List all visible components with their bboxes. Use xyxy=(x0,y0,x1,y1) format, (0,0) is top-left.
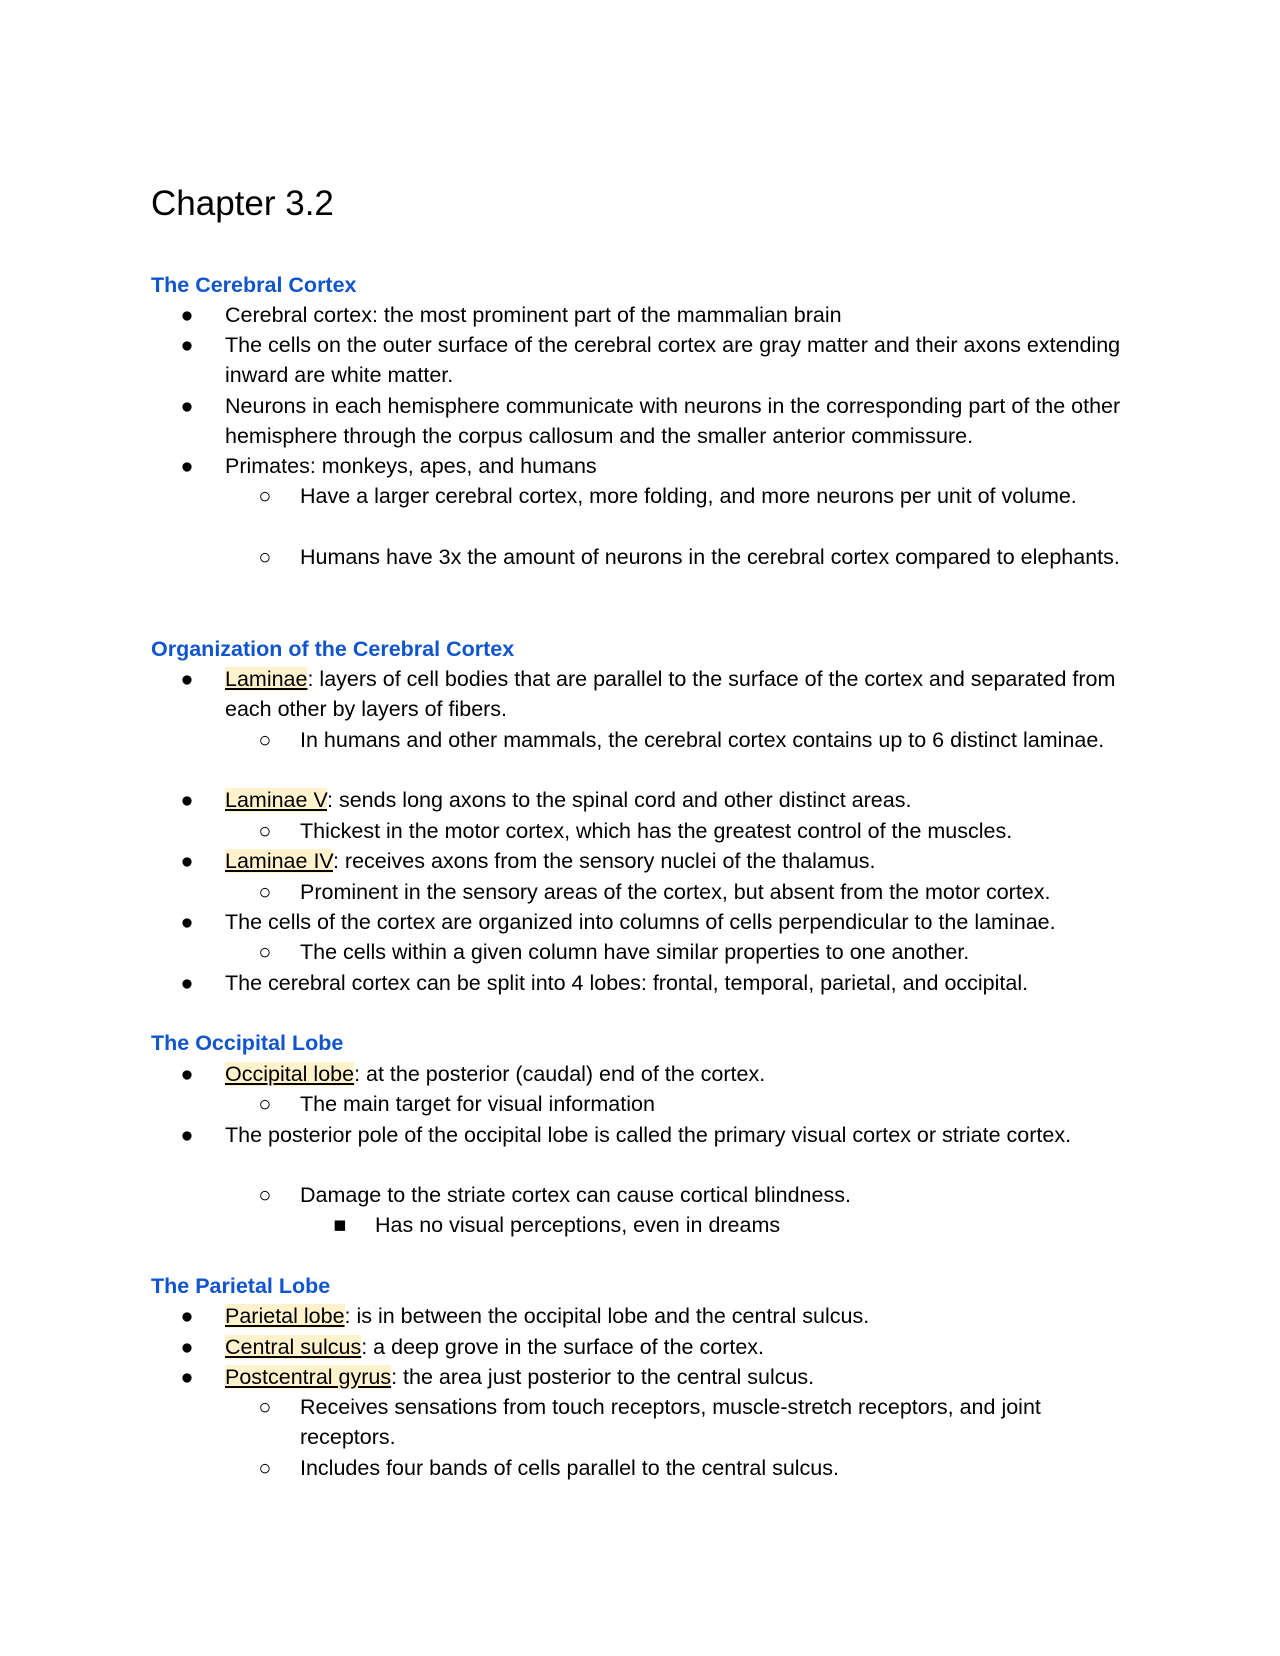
section-heading-parietal-lobe: The Parietal Lobe xyxy=(151,1274,331,1298)
section-heading-occipital-lobe: The Occipital Lobe xyxy=(151,1031,344,1055)
highlighted-term: Parietal lobe xyxy=(225,1304,345,1328)
bullet-marker: ● xyxy=(180,971,194,995)
sub-list-item: ○ Thickest in the motor cortex, which has the greatest control of the muscles. xyxy=(300,816,1125,846)
list-item: ● The cells on the outer surface of the cerebral cortex are gray matter and their axons extending inward are white matter. xyxy=(225,330,1125,391)
sub-list-item: ○ Receives sensations from touch receptors, muscle-stretch receptors, and joint receptors. xyxy=(300,1392,1125,1453)
list-item: ● Laminae IV: receives axons from the sensory nuclei of the thalamus. xyxy=(225,846,1125,876)
list-item: ● Postcentral gyrus: the area just posterior to the central sulcus. xyxy=(225,1362,1125,1392)
list-item: ● Occipital lobe: at the posterior (caudal) end of the cortex. xyxy=(225,1059,1125,1089)
list-item: ● The cells of the cortex are organized into columns of cells perpendicular to the laminae. xyxy=(225,907,1125,937)
section-heading-cerebral-cortex: The Cerebral Cortex xyxy=(151,273,357,297)
bullet-marker: ● xyxy=(180,667,194,691)
list-item: ● The posterior pole of the occipital lobe is called the primary visual cortex or striate cortex. xyxy=(225,1120,1125,1150)
circle-marker: ○ xyxy=(258,880,272,904)
bullet-marker: ● xyxy=(180,788,194,812)
page-title: Chapter 3.2 xyxy=(151,184,334,223)
list-item: ● Laminae V: sends long axons to the spinal cord and other distinct areas. xyxy=(225,785,1125,815)
sub-list-item: ○ The cells within a given column have similar properties to one another. xyxy=(300,937,1125,967)
square-marker: ■ xyxy=(333,1213,347,1237)
sub-list-item: ○ Prominent in the sensory areas of the cortex, but absent from the motor cortex. xyxy=(300,877,1125,907)
list-item: ● Neurons in each hemisphere communicate with neurons in the corresponding part of the other hemisphere through the corpus callosum and the smaller anterior commissure. xyxy=(225,391,1125,452)
bullet-marker: ● xyxy=(180,1335,194,1359)
highlighted-term: Laminae xyxy=(225,667,308,691)
bullet-marker: ● xyxy=(180,1304,194,1328)
bullet-marker: ● xyxy=(180,910,194,934)
circle-marker: ○ xyxy=(258,1092,272,1116)
bullet-marker: ● xyxy=(180,333,194,357)
bullet-marker: ● xyxy=(180,303,194,327)
circle-marker: ○ xyxy=(258,940,272,964)
bullet-marker: ● xyxy=(180,1123,194,1147)
bullet-marker: ● xyxy=(180,1365,194,1389)
highlighted-term: Occipital lobe xyxy=(225,1062,355,1086)
circle-marker: ○ xyxy=(258,1183,272,1207)
bullet-marker: ● xyxy=(180,454,194,478)
sub-list-item: ○ Have a larger cerebral cortex, more folding, and more neurons per unit of volume. xyxy=(300,481,1125,511)
list-item: ● Parietal lobe: is in between the occipital lobe and the central sulcus. xyxy=(225,1301,1125,1331)
circle-marker: ○ xyxy=(258,1395,272,1419)
sub-list-item: ○ The main target for visual information xyxy=(300,1089,1125,1119)
circle-marker: ○ xyxy=(258,819,272,843)
circle-marker: ○ xyxy=(258,545,272,569)
bullet-marker: ● xyxy=(180,394,194,418)
sub-sub-list-item: ■ Has no visual perceptions, even in dreams xyxy=(375,1210,1125,1240)
bullet-marker: ● xyxy=(180,1062,194,1086)
circle-marker: ○ xyxy=(258,484,272,508)
list-item: ● Cerebral cortex: the most prominent part of the mammalian brain xyxy=(225,300,1125,330)
bullet-marker: ● xyxy=(180,849,194,873)
highlighted-term: Laminae V xyxy=(225,788,327,812)
list-item: ● Central sulcus: a deep grove in the surface of the cortex. xyxy=(225,1332,1125,1362)
highlighted-term: Postcentral gyrus xyxy=(225,1365,392,1389)
sub-list-item: ○ In humans and other mammals, the cerebral cortex contains up to 6 distinct laminae. xyxy=(300,725,1125,755)
list-item: ● Primates: monkeys, apes, and humans xyxy=(225,451,1125,481)
highlighted-term: Central sulcus xyxy=(225,1335,362,1359)
section-heading-organization: Organization of the Cerebral Cortex xyxy=(151,637,515,661)
circle-marker: ○ xyxy=(258,728,272,752)
circle-marker: ○ xyxy=(258,1456,272,1480)
list-item: ● The cerebral cortex can be split into 4 lobes: frontal, temporal, parietal, and occipital. xyxy=(225,968,1125,998)
highlighted-term: Laminae IV xyxy=(225,849,333,873)
sub-list-item: ○ Humans have 3x the amount of neurons in the cerebral cortex compared to elephants. xyxy=(300,542,1125,572)
list-item: ● Laminae: layers of cell bodies that are parallel to the surface of the cortex and separated from each other by layers of fibers. xyxy=(225,664,1125,725)
sub-list-item: ○ Damage to the striate cortex can cause cortical blindness. xyxy=(300,1180,1125,1210)
sub-list-item: ○ Includes four bands of cells parallel to the central sulcus. xyxy=(300,1453,1125,1483)
